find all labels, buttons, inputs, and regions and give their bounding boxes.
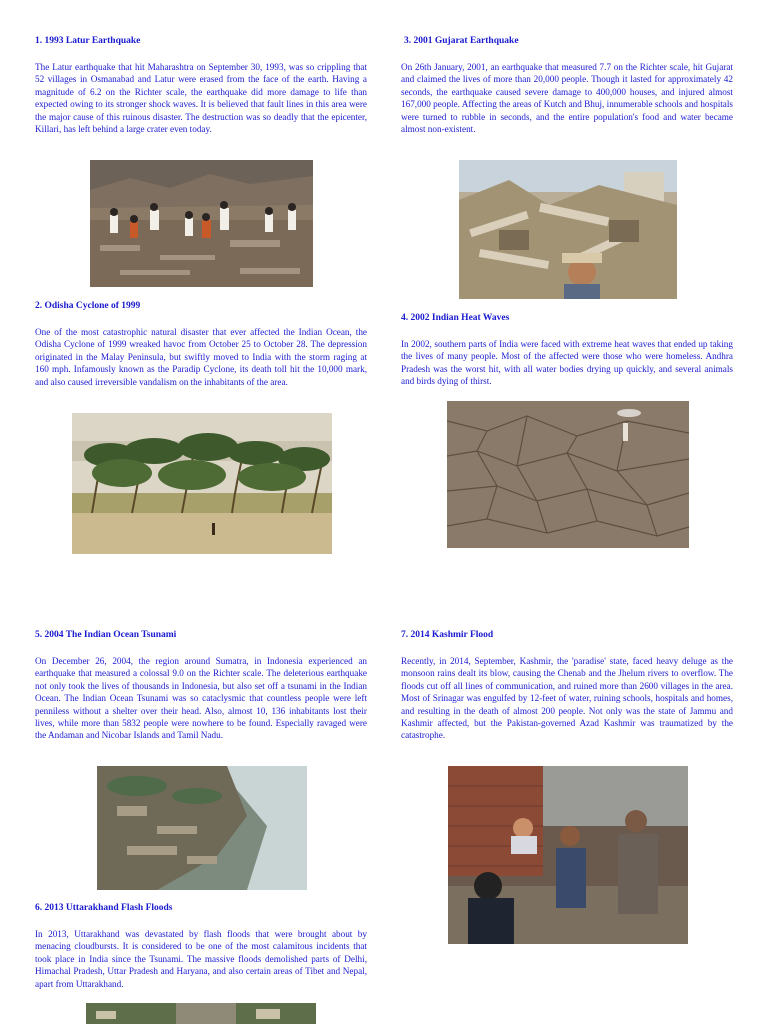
earthquake-rubble-photo [90, 160, 313, 287]
section-3-body: On 26th January, 2001, an earthquake that measured 7.7 on the Richter scale, hit Gujarat and claimed the lives of more than 20,000 people. Though it lasted for approximately 42 seconds, the earthquake caused severe damage to 400,000 houses, and injured almost 167,000 people. Affecting the areas of Kutch and Bhuj, innumerable schools and hospitals were turned to rubble in seconds, and the entire population's food and water became almost non-existent. [401, 62, 733, 135]
section-4-title: 4. 2002 Indian Heat Waves [401, 313, 510, 323]
cracked-earth-photo [447, 401, 689, 548]
section-3-title: 3. 2001 Gujarat Earthquake [404, 36, 519, 46]
tsunami-coast-photo [97, 766, 307, 890]
flood-rescue-photo [448, 766, 688, 944]
section-5-title: 5. 2004 The Indian Ocean Tsunami [35, 630, 177, 640]
section-5-body: On December 26, 2004, the region around Sumatra, in Indonesia experienced an earthquake that measured a colossal 9.0 on the Richter scale. The deleterious earthquake not only took the lives of thousands in Indonesia, but also set off a tsunami in the Indian Ocean. The Indian Ocean Tsunami was so cataclysmic that countless people were left penniless without a shelter over their head. Also, almost 10, 136 inhabitants lost their lives, while more than 5832 people were nowhere to be found. Especially ravaged were the Andaman and Nicobar Islands and Tamil Nadu. [35, 656, 367, 741]
section-7-title: 7. 2014 Kashmir Flood [401, 630, 494, 640]
section-2-body: One of the most catastrophic natural disaster that ever affected the Indian Ocean, the Odisha Cyclone of 1999 wreaked havoc from October 25 to October 28. The depression originated in the Malay Peninsula, but swiftly moved to India with the storm raging at 160 mph. Infamously known as the Paradip Cyclone, its death toll hit the 10,000 mark, and also caused irreversible vandalism on the inhabitants of the area. [35, 327, 367, 387]
flood-valley-photo [86, 1003, 316, 1024]
section-2-title: 2. Odisha Cyclone of 1999 [35, 301, 141, 311]
section-4-body: In 2002, southern parts of India were faced with extreme heat waves that ended up taking the lives of many people. Most of the affected were those who were homeless. Andhra Pradesh was the worst hit, with all water bodies drying up quickly, and several animals and birds dying of thirst. [401, 339, 733, 387]
section-6-body: In 2013, Uttarakhand was devastated by flash floods that were brought about by menacing cloudbursts. It is considered to be one of the most calamitous incidents that took place in India since the Tsunami. The massive floods demolished parts of Delhi, Himachal Pradesh, Uttar Pradesh and Haryana, and also certain areas of Tibet and Nepal, apart from Uttarakhand. [35, 929, 367, 989]
section-6-title: 6. 2013 Uttarakhand Flash Floods [35, 903, 173, 913]
cyclone-palm-trees-photo [72, 413, 332, 554]
section-1-body: The Latur earthquake that hit Maharashtra on September 30, 1993, was so crippling that 52 villages in Osmanabad and Latur were erased from the face of the earth. Having a magnitude of 6.2 on the Richter scale, the earthquake did more damage to life than expected owing to its stronger shock waves. It is believed that fault lines in this area were the major cause of this ruinous disaster. The destruction was so deadly that the epicenter, Killari, has left behind a large crater even today. [35, 62, 367, 135]
collapsed-buildings-photo [459, 160, 677, 299]
section-1-title: 1. 1993 Latur Earthquake [35, 36, 141, 46]
section-7-body: Recently, in 2014, September, Kashmir, the 'paradise' state, faced heavy deluge as the monsoon rains dealt its blow, causing the Chenab and the Jhelum rivers to overflow. The floods cut off all lines of communication, and ruined more than 2600 villages in the area. Most of Srinagar was engulfed by 12-feet of water, ruining schools, hospitals and homes, and resulting in the death of almost 200 people. Not only was the state of Jammu and Kashmir affected, but the Pakistan-governed Azad Kashmir was traumatized by the catastrophe. [401, 656, 733, 741]
